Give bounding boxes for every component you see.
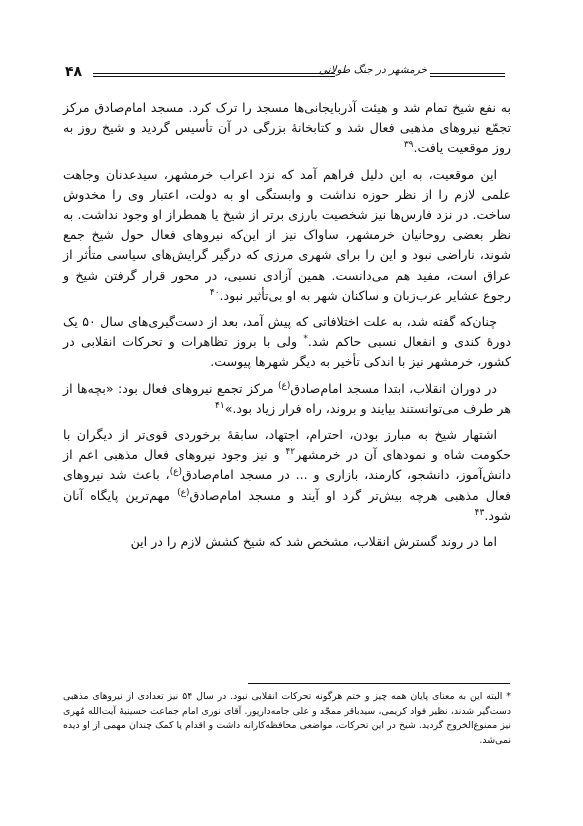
footnote: * البته این به معنای پایان همه چیز و ختم هرگونه تحرکات انقلابی نبود. در سال ۵۴ نیز تعدادی از نیروهای مذهبی دست‌گیر شدند، نظیر فواد کریمی، سیدباقر ممجّد و علی جامه‌دارپور. آقای نوری امام جماعت حسینیهٔ آیت‌الله مُهری نیز ممنوع‌الخروج گردید. شیخ در این تحرکات، مواضعی محافظه‌کارانه داشت و اقدام یا کمک چندان مهمی از او دیده نمی‌شد. [63,691,511,746]
footnote-marker: ۳۹ [403,140,414,151]
page-header [65,64,505,84]
paragraph-text: ولی با بروز تظاهرات و تحرکات انقلابی در کشور، خرمشهر نیز با اندکی تأخیر به دیگر شهرها پیوست. [63,334,511,370]
paragraph-text: اما در روند گسترش انقلاب، مشخص شد که شیخ کشش لازم را در این [130,534,497,550]
paragraph-text: مرکز تجمع نیروهای فعال بود: «بچه‌ها از هر طرف می‌توانستند بیایند و بروند، راه فرار زیاد بود.» [63,380,511,416]
page-number: ۴۸ [65,64,83,80]
paragraph-text: در دوران انقلاب، ابتدا مسجد امام‌صادق [290,380,497,396]
footnote-separator [248,683,510,684]
paragraph-text: این موقعیت، به این دلیل فراهم آمد که نزد اعراب خرمشهر، سیدعدنان وجاهت علمی لازم را از نظر حوزه نداشت و وابستگی او به دولت، اعتبار وی را مخدوش ساخت. در نزد فارس‌ها نیز شخصیت بارزی برتر از شیخ یا همطراز او وجود نداشت. به نظر بعضی روحانیان خرمشهر، ساواک نیز از این‌که نیروهای فعال حول شیخ جمع شوند، ناراضی نبود و این را برای شهری مرزی که درگیر گرایش‌های سیاسی متأثر از عراق است، مفید هم می‌دانست. همین آزادی نسبی، در محور قرار گرفتن شیخ و رجوع عشایر عرب‌زبان و ساکنان شهر به او بی‌تأثیر نبود. [63,166,511,303]
paragraph [63,379,511,419]
paragraph [63,425,511,526]
footnote-marker: ۴۳ [474,507,485,518]
running-title: خرمشهر در جنگ طولانی [318,64,427,76]
paragraph [63,312,511,373]
paragraph [63,165,511,306]
footnote-marker: (ع) [278,380,291,391]
paragraph-text: مهم‌ترین پایگاه آنان شود. [63,487,511,523]
paragraph-text: ، باعث شد نیروهای فعال مذهبی هرچه بیش‌تر گرد او آیند و مسجد امام‌صادق [63,467,511,503]
paragraph-text: به نفع شیخ تمام شد و هیئت آذربایجانی‌ها مسجد را ترک کرد. مسجد امام‌صادق مرکز تجمّع نیروهای مذهبی فعال شد و کتابخانهٔ بزرگی در آن تأسیس گردید و شیخ روز به روز موقعیت یافت. [63,100,511,156]
footnote-marker: ۴۲ [285,447,296,458]
footnote-marker: (ع) [177,487,190,498]
footnote-marker: * [303,334,308,345]
paragraph [63,532,511,552]
footnote-marker: (ع) [169,467,182,478]
header-rule-right [430,73,505,74]
paragraph-text: و نیز وجود نیروهای فعال مذهبی اعم از دانش‌آموز، دانشجو، کارمند، بازاری و ... در مسجد امام‌صادق [63,447,511,483]
paragraph-text: چنان‌که گفته شد، به علت اختلافاتی که پیش آمد، بعد از دست‌گیری‌های سال ۵۰ یک دورهٔ کندی و انفعال نسبی حاکم شد. [63,314,512,350]
footnote-marker: ۴۰ [209,287,220,298]
paragraph [63,98,511,159]
footnote-marker: ۴۱ [215,400,225,411]
header-rule-left [93,73,335,74]
body-text [63,98,511,552]
paragraph-text: اشتهار شیخ به مبارز بودن، احترام، اجتهاد، سابقهٔ برخوردی قوی‌تر از دیگران با حکومت شاه و نمودهای آن در خرمشهر [63,427,511,463]
